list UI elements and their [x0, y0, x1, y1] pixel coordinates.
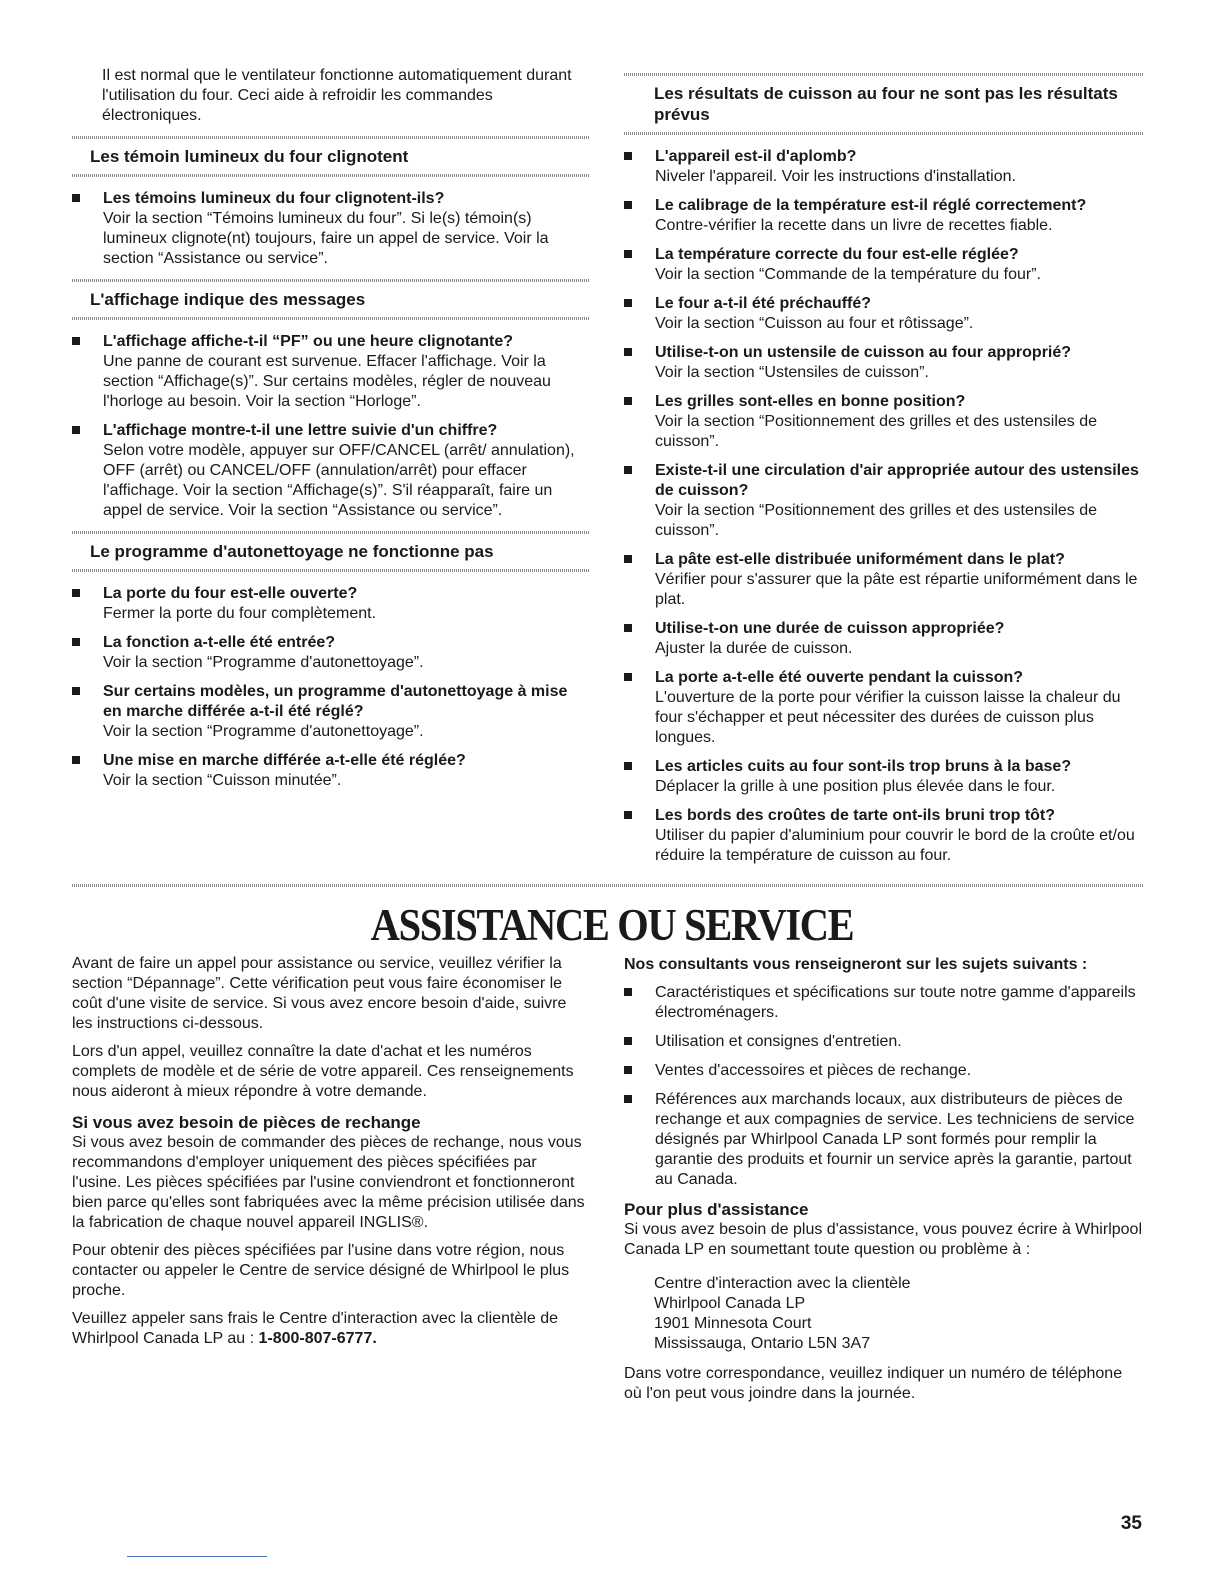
list-item — [624, 196, 1144, 236]
list-item — [624, 392, 1144, 452]
list-item — [624, 983, 1144, 1023]
bullet-icon — [72, 426, 80, 434]
page-divider — [72, 884, 1144, 887]
bullet-icon — [624, 1095, 632, 1103]
bullet-icon — [72, 638, 80, 646]
answer-text: Voir la section “Positionnement des grilles et des ustensiles de cuisson”. — [655, 413, 1098, 450]
question-text: Les témoins lumineux du four clignotent-ils? — [103, 190, 445, 207]
list-item — [72, 332, 590, 412]
section-header-display — [72, 279, 590, 320]
list-item — [72, 751, 590, 791]
list-item — [624, 806, 1144, 866]
question-text: La porte a-t-elle été ouverte pendant la cuisson? — [655, 669, 1024, 686]
list-item — [72, 584, 590, 624]
question-text: Utilise-t-on une durée de cuisson appropriée? — [655, 620, 1005, 637]
bullet-icon — [624, 152, 632, 160]
footer-rule — [127, 1556, 267, 1557]
list-item — [624, 147, 1144, 187]
answer-text: Voir la section “Cuisson minutée”. — [103, 772, 342, 789]
bottom-right-column — [624, 954, 1144, 1404]
bottom-left-column — [72, 954, 590, 1349]
topic-text: Ventes d'accessoires et pièces de rechange. — [655, 1062, 972, 1079]
bullet-list — [72, 584, 590, 791]
hatch-divider — [72, 569, 590, 572]
bullet-icon — [624, 397, 632, 405]
answer-text: Voir la section “Programme d'autonettoyage”. — [103, 723, 424, 740]
list-item — [624, 619, 1144, 659]
correspondence-text: Dans votre correspondance, veuillez indiquer un numéro de téléphone où l'on peut vous joindre dans la journée. — [624, 1365, 1123, 1402]
list-item — [72, 633, 590, 673]
question-text: Utilise-t-on un ustensile de cuisson au four approprié? — [655, 344, 1072, 361]
topic-text: Références aux marchands locaux, aux distributeurs de pièces de rechange et aux compagnies de service. Les techniciens de service désignés par Whirlpool Canada LP sont formés pour remplir la garantie des produits et fournir un service après la garantie, partout au Canada. — [655, 1091, 1135, 1188]
more-assistance-text: Si vous avez besoin de plus d'assistance, vous pouvez écrire à Whirlpool Canada LP en soumettant toute question ou problème à : — [624, 1221, 1142, 1258]
parts-local-text: Pour obtenir des pièces spécifiées par l'usine dans votre région, nous contacter ou appeler le Centre de service désigné de Whirlpool le plus proche. — [72, 1242, 570, 1299]
bullet-icon — [624, 811, 632, 819]
bullet-icon — [72, 687, 80, 695]
service-intro-text: Avant de faire un appel pour assistance ou service, veuillez vérifier la section “Dépannage”. Cette vérification peut vous faire économiser le coût d'une visite de service. Si vous avez encore besoin d'aide, suivre les instructions ci-dessous. — [72, 955, 567, 1032]
bullet-icon — [624, 466, 632, 474]
answer-text: Voir la section “Commande de la température du four”. — [655, 266, 1041, 283]
answer-text: Voir la section “Cuisson au four et rôtissage”. — [655, 315, 974, 332]
call-info-text: Lors d'un appel, veuillez connaître la date d'achat et les numéros complets de modèle et de série de votre appareil. Ces renseignements nous aideront à mieux répondre à votre demande. — [72, 1043, 574, 1100]
page-number: 35 — [1120, 1513, 1142, 1534]
answer-text: Vérifier pour s'assurer que la pâte est répartie uniformément dans le plat. — [655, 571, 1138, 608]
bullet-icon — [72, 756, 80, 764]
question-text: La fonction a-t-elle été entrée? — [103, 634, 336, 651]
list-item — [624, 757, 1144, 797]
answer-text: Une panne de courant est survenue. Effacer l'affichage. Voir la section “Affichage(s)”. Sur certains modèles, régler de nouveau l'horloge au besoin. Voir la section “Horloge”. — [103, 353, 551, 410]
top-left-column — [72, 66, 590, 800]
bullet-list — [72, 332, 590, 521]
question-text: Le calibrage de la température est-il réglé correctement? — [655, 197, 1087, 214]
parts-heading: Si vous avez besoin de pièces de rechange — [72, 1113, 421, 1132]
section-header-baking — [624, 73, 1144, 135]
consultants-heading: Nos consultants vous renseigneront sur les sujets suivants : — [624, 956, 1088, 973]
list-item — [624, 294, 1144, 334]
address-line: Centre d'interaction avec la clientèle — [654, 1275, 911, 1292]
question-text: La porte du four est-elle ouverte? — [103, 585, 358, 602]
list-item — [624, 343, 1144, 383]
bullet-icon — [624, 1066, 632, 1074]
answer-text: Déplacer la grille à une position plus élevée dans le four. — [655, 778, 1056, 795]
answer-text: L'ouverture de la porte pour vérifier la cuisson laisse la chaleur du four s'échapper et peut nécessiter des durées de cuisson plus longues. — [655, 689, 1121, 746]
answer-text: Voir la section “Programme d'autonettoyage”. — [103, 654, 424, 671]
bullet-icon — [72, 589, 80, 597]
bullet-icon — [624, 762, 632, 770]
answer-text: Contre-vérifier la recette dans un livre de recettes fiable. — [655, 217, 1053, 234]
bullet-icon — [624, 624, 632, 632]
section-header-lights — [72, 136, 590, 177]
list-item — [72, 189, 590, 269]
answer-text: Ajuster la durée de cuisson. — [655, 640, 853, 657]
bullet-icon — [624, 299, 632, 307]
list-item — [624, 550, 1144, 610]
bullet-icon — [624, 555, 632, 563]
bullet-icon — [624, 1037, 632, 1045]
question-text: Les grilles sont-elles en bonne position? — [655, 393, 966, 410]
address-line: 1901 Minnesota Court — [654, 1315, 812, 1332]
answer-text: Utiliser du papier d'aluminium pour couvrir le bord de la croûte et/ou réduire la température de cuisson au four. — [655, 827, 1135, 864]
question-text: Le four a-t-il été préchauffé? — [655, 295, 872, 312]
answer-text: Selon votre modèle, appuyer sur OFF/CANCEL (arrêt/ annulation), OFF (arrêt) ou CANCEL/OFF (annulation/arrêt) pour effacer l'affichage. Voir la section “Affichage(s)”. S'il réapparaît, faire un appel de service. Voir la section “Assistance ou service”. — [103, 442, 575, 519]
bullet-icon — [624, 673, 632, 681]
section-title: L'affichage indique des messages — [90, 290, 366, 309]
page-title: ASSISTANCE OU SERVICE — [370, 900, 854, 950]
bullet-icon — [72, 337, 80, 345]
bullet-icon — [72, 194, 80, 202]
answer-text: Niveler l'appareil. Voir les instructions d'installation. — [655, 168, 1016, 185]
phone-number: 1-800-807-6777. — [258, 1330, 377, 1347]
list-item — [72, 682, 590, 742]
bullet-list — [624, 983, 1144, 1190]
list-item — [624, 461, 1144, 541]
bullet-icon — [624, 988, 632, 996]
answer-text: Voir la section “Ustensiles de cuisson”. — [655, 364, 929, 381]
bullet-icon — [624, 201, 632, 209]
call-instruction: Veuillez appeler sans frais le Centre d'interaction avec la clientèle de Whirlpool Canada LP au : — [72, 1310, 558, 1347]
question-text: Les articles cuits au four sont-ils trop bruns à la base? — [655, 758, 1072, 775]
fan-intro-text: Il est normal que le ventilateur fonctionne automatiquement durant l'utilisation du four. Ceci aide à refroidir les commandes électroniques. — [102, 67, 572, 124]
answer-text: Fermer la porte du four complètement. — [103, 605, 377, 622]
section-title: Les résultats de cuisson au four ne sont pas les résultats prévus — [654, 84, 1118, 124]
section-title: Les témoin lumineux du four clignotent — [90, 147, 409, 166]
question-text: Existe-t-il une circulation d'air appropriée autour des ustensiles de cuisson? — [655, 462, 1139, 499]
question-text: La pâte est-elle distribuée uniformément dans le plat? — [655, 551, 1065, 568]
question-text: La température correcte du four est-elle réglée? — [655, 246, 1019, 263]
top-right-column — [624, 73, 1144, 875]
bullet-icon — [624, 250, 632, 258]
question-text: L'appareil est-il d'aplomb? — [655, 148, 857, 165]
call-text — [72, 1309, 590, 1349]
question-text: Une mise en marche différée a-t-elle été réglée? — [103, 752, 466, 769]
hatch-divider — [72, 317, 590, 320]
bullet-list — [624, 147, 1144, 866]
bullet-list — [72, 189, 590, 269]
question-text: L'affichage affiche-t-il “PF” ou une heure clignotante? — [103, 333, 514, 350]
hatch-divider — [624, 132, 1144, 135]
question-text: Sur certains modèles, un programme d'autonettoyage à mise en marche différée a-t-il été réglé? — [103, 683, 568, 720]
hatch-divider — [72, 174, 590, 177]
list-item — [624, 245, 1144, 285]
parts-text: Si vous avez besoin de commander des pièces de rechange, nous vous recommandons d'employer uniquement des pièces spécifiées par l'usine. Les pièces spécifiées par l'usine conviendront et fonctionneront bien parce qu'elles sont fabriquées avec la même précision utilisée dans la fabrication de chaque nouvel appareil INGLIS®. — [72, 1134, 585, 1231]
question-text: L'affichage montre-t-il une lettre suivie d'un chiffre? — [103, 422, 498, 439]
list-item — [624, 668, 1144, 748]
list-item — [624, 1061, 1144, 1081]
address-line: Mississauga, Ontario L5N 3A7 — [654, 1335, 871, 1352]
address-line: Whirlpool Canada LP — [654, 1295, 806, 1312]
topic-text: Caractéristiques et spécifications sur toute notre gamme d'appareils électroménagers. — [655, 984, 1136, 1021]
list-item — [624, 1032, 1144, 1052]
section-title: Le programme d'autonettoyage ne fonctionne pas — [90, 542, 494, 561]
answer-text: Voir la section “Témoins lumineux du four”. Si le(s) témoin(s) lumineux clignote(nt) toujours, faire un appel de service. Voir la section “Assistance ou service”. — [103, 210, 549, 267]
answer-text: Voir la section “Positionnement des grilles et des ustensiles de cuisson”. — [655, 502, 1098, 539]
bullet-icon — [624, 348, 632, 356]
section-header-self-clean — [72, 531, 590, 572]
question-text: Les bords des croûtes de tarte ont-ils bruni trop tôt? — [655, 807, 1056, 824]
list-item — [624, 1090, 1144, 1190]
mailing-address — [624, 1274, 1144, 1354]
more-assistance-heading: Pour plus d'assistance — [624, 1200, 809, 1219]
topic-text: Utilisation et consignes d'entretien. — [655, 1033, 902, 1050]
list-item — [72, 421, 590, 521]
